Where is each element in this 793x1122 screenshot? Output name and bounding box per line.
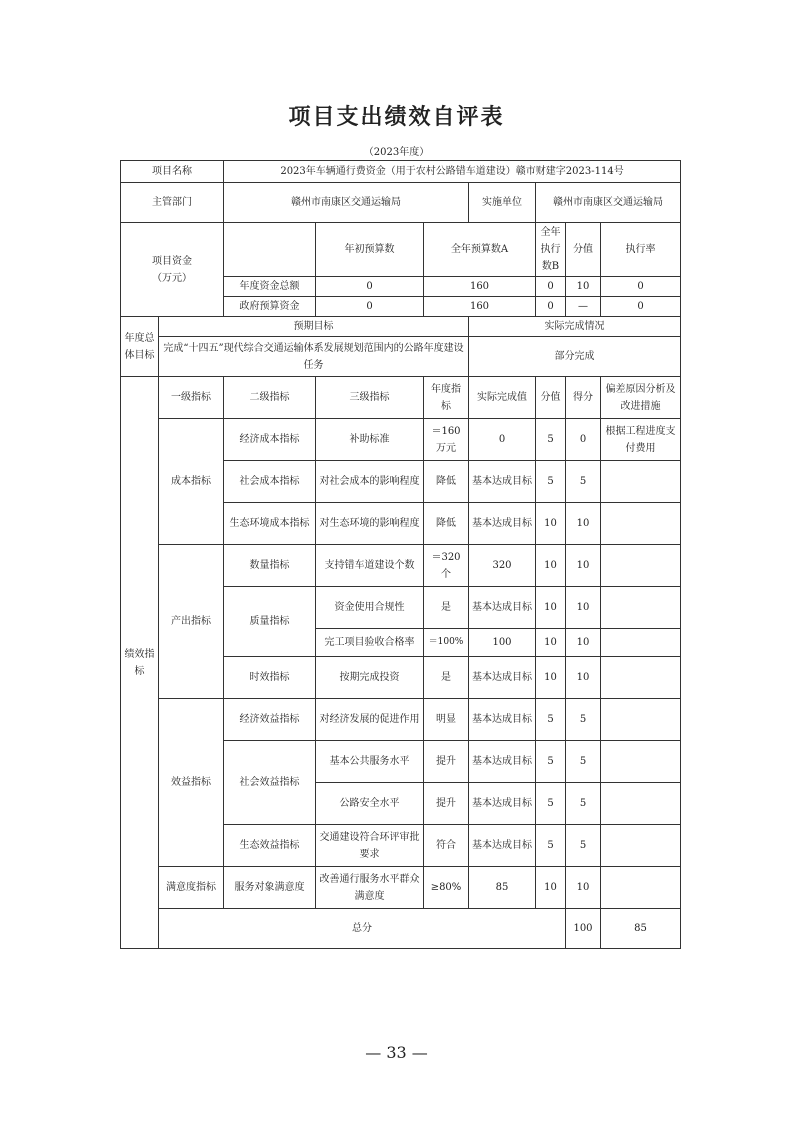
fund-label	[121, 223, 224, 317]
score: 10	[536, 587, 566, 629]
annual-target: ≥80%	[424, 867, 469, 909]
annual-target: 降低	[424, 503, 469, 545]
indicator-header-row	[121, 377, 681, 419]
score: 5	[536, 741, 566, 783]
annual-target: ＝160万元	[424, 419, 469, 461]
fund-col-header: 执行率	[601, 223, 681, 277]
l1-indicator: 产出指标	[159, 545, 224, 699]
indicator-row	[121, 699, 681, 741]
l3-indicator: 按期完成投资	[316, 657, 424, 699]
fund-cell: 160	[424, 297, 536, 317]
annual-target: ＝320个	[424, 545, 469, 587]
l1-indicator: 成本指标	[159, 419, 224, 545]
actual-value: 基本达成目标	[469, 587, 536, 629]
got-score: 10	[566, 587, 601, 629]
year-label: （2023年度）	[363, 147, 430, 158]
fund-col-header: 分值	[566, 223, 601, 277]
actual-value: 基本达成目标	[469, 461, 536, 503]
fund-row-label: 政府预算资金	[224, 297, 316, 317]
fund-cell: 0	[536, 297, 566, 317]
total-label: 总分	[159, 909, 566, 949]
l1-indicator: 效益指标	[159, 699, 224, 867]
project-name-label: 项目名称	[121, 161, 224, 183]
l1-indicator: 满意度指标	[159, 867, 224, 909]
actual-value: 基本达成目标	[469, 699, 536, 741]
indicator-row	[121, 545, 681, 587]
impl-value: 赣州市南康区交通运输局	[536, 183, 681, 223]
actual-value: 0	[469, 419, 536, 461]
l3-indicator: 公路安全水平	[316, 783, 424, 825]
actual-value: 基本达成目标	[469, 741, 536, 783]
total-row	[121, 909, 681, 949]
deviation-reason	[601, 587, 681, 629]
got-score: 5	[566, 699, 601, 741]
fund-cell: 160	[424, 277, 536, 297]
deviation-reason	[601, 783, 681, 825]
fund-header-row	[121, 223, 681, 277]
score: 10	[536, 629, 566, 657]
got-score: 10	[566, 545, 601, 587]
col-header: 偏差原因分析及改进措施	[601, 377, 681, 419]
l3-indicator: 基本公共服务水平	[316, 741, 424, 783]
fund-cell: 10	[566, 277, 601, 297]
l3-indicator: 完工项目验收合格率	[316, 629, 424, 657]
annual-target: 是	[424, 587, 469, 629]
col-header: 一级指标	[159, 377, 224, 419]
goal-actual-label: 实际完成情况	[469, 317, 681, 337]
goal-actual-text: 部分完成	[469, 337, 681, 377]
goal-content-row	[121, 337, 681, 377]
got-score: 10	[566, 629, 601, 657]
deviation-reason	[601, 629, 681, 657]
page-title: 项目支出绩效自评表	[288, 104, 505, 130]
fund-col-header: 全年执行数B	[536, 223, 566, 277]
l2-indicator: 质量指标	[224, 587, 316, 657]
l2-indicator: 经济效益指标	[224, 699, 316, 741]
actual-value: 基本达成目标	[469, 825, 536, 867]
col-header: 分值	[536, 377, 566, 419]
got-score: 10	[566, 867, 601, 909]
fund-cell: 0	[316, 277, 424, 297]
score: 10	[536, 503, 566, 545]
annual-target: ＝100%	[424, 629, 469, 657]
deviation-reason	[601, 657, 681, 699]
actual-value: 基本达成目标	[469, 503, 536, 545]
annual-target: 明显	[424, 699, 469, 741]
page-number: — 33 —	[365, 1043, 428, 1062]
indicator-row	[121, 419, 681, 461]
got-score: 10	[566, 503, 601, 545]
annual-target: 是	[424, 657, 469, 699]
fund-label-line1: 项目资金	[152, 255, 192, 267]
project-name-value: 2023年车辆通行费资金（用于农村公路错车道建设）赣市财建字2023-114号	[224, 161, 681, 183]
score: 5	[536, 783, 566, 825]
indicator-row	[121, 867, 681, 909]
col-header: 二级指标	[224, 377, 316, 419]
actual-value: 85	[469, 867, 536, 909]
got-score: 0	[566, 419, 601, 461]
l3-indicator: 交通建设符合环评审批要求	[316, 825, 424, 867]
actual-value: 基本达成目标	[469, 783, 536, 825]
actual-value: 100	[469, 629, 536, 657]
fund-cell: 0	[601, 277, 681, 297]
project-name-row	[121, 161, 681, 183]
deviation-reason	[601, 699, 681, 741]
l2-indicator: 经济成本指标	[224, 419, 316, 461]
goal-plan-label: 预期目标	[159, 317, 469, 337]
l2-indicator: 时效指标	[224, 657, 316, 699]
actual-value: 基本达成目标	[469, 657, 536, 699]
l2-indicator: 生态效益指标	[224, 825, 316, 867]
got-score: 5	[566, 783, 601, 825]
l3-indicator: 对经济发展的促进作用	[316, 699, 424, 741]
l2-indicator: 社会效益指标	[224, 741, 316, 825]
col-header: 得分	[566, 377, 601, 419]
fund-empty-cell	[224, 223, 316, 277]
dept-row	[121, 183, 681, 223]
annual-target: 提升	[424, 741, 469, 783]
got-score: 5	[566, 741, 601, 783]
goal-plan-text: 完成“十四五”现代综合交通运输体系发展规划范围内的公路年度建设任务	[159, 337, 469, 377]
actual-value: 320	[469, 545, 536, 587]
l3-indicator: 对生态环境的影响程度	[316, 503, 424, 545]
got-score: 10	[566, 657, 601, 699]
total-got: 85	[601, 909, 681, 949]
annual-target: 符合	[424, 825, 469, 867]
fund-label-line2: （万元）	[152, 272, 192, 284]
deviation-reason	[601, 545, 681, 587]
score: 10	[536, 545, 566, 587]
total-score: 100	[566, 909, 601, 949]
l3-indicator: 补助标准	[316, 419, 424, 461]
deviation-reason	[601, 461, 681, 503]
fund-cell: —	[566, 297, 601, 317]
l2-indicator: 生态环境成本指标	[224, 503, 316, 545]
score: 5	[536, 461, 566, 503]
annual-target: 降低	[424, 461, 469, 503]
l3-indicator: 资金使用合规性	[316, 587, 424, 629]
got-score: 5	[566, 461, 601, 503]
performance-table	[120, 160, 681, 949]
fund-cell: 0	[536, 277, 566, 297]
impl-label: 实施单位	[469, 183, 536, 223]
l3-indicator: 支持错车道建设个数	[316, 545, 424, 587]
col-header: 三级指标	[316, 377, 424, 419]
fund-cell: 0	[316, 297, 424, 317]
l3-indicator: 改善通行服务水平群众满意度	[316, 867, 424, 909]
fund-col-header: 全年预算数A	[424, 223, 536, 277]
l2-indicator: 服务对象满意度	[224, 867, 316, 909]
fund-row-label: 年度资金总额	[224, 277, 316, 297]
l2-indicator: 社会成本指标	[224, 461, 316, 503]
got-score: 5	[566, 825, 601, 867]
annual-target: 提升	[424, 783, 469, 825]
fund-cell: 0	[601, 297, 681, 317]
score: 5	[536, 699, 566, 741]
goal-header-row	[121, 317, 681, 337]
dept-label: 主管部门	[121, 183, 224, 223]
score: 10	[536, 867, 566, 909]
deviation-reason	[601, 503, 681, 545]
col-header: 实际完成值	[469, 377, 536, 419]
score: 5	[536, 419, 566, 461]
dept-value: 赣州市南康区交通运输局	[224, 183, 469, 223]
col-header: 年度指标	[424, 377, 469, 419]
deviation-reason	[601, 741, 681, 783]
deviation-reason	[601, 867, 681, 909]
score: 5	[536, 825, 566, 867]
deviation-reason	[601, 825, 681, 867]
l3-indicator: 对社会成本的影响程度	[316, 461, 424, 503]
indicators-section-label: 绩效指标	[121, 377, 159, 949]
l2-indicator: 数量指标	[224, 545, 316, 587]
goal-label: 年度总体目标	[121, 317, 159, 377]
fund-col-header: 年初预算数	[316, 223, 424, 277]
score: 10	[536, 657, 566, 699]
deviation-reason: 根据工程进度支付费用	[601, 419, 681, 461]
